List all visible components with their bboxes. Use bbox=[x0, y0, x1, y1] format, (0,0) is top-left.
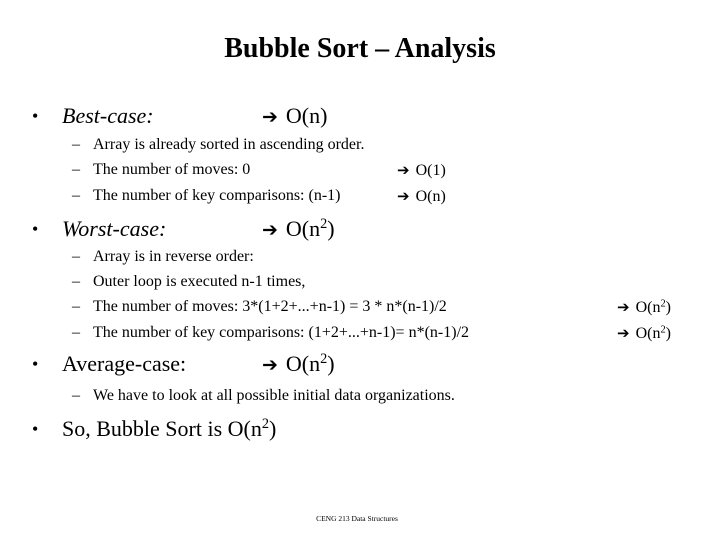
worst-item-3: The number of moves: 3*(1+2+...+n-1) = 3 * n*(n-1)/2 bbox=[93, 298, 447, 315]
worst-item-1: Array is in reverse order: bbox=[93, 248, 254, 265]
dash-marker: – bbox=[72, 387, 80, 404]
slide-footer: CENG 213 Data Structures bbox=[316, 514, 398, 523]
arrow-icon: ➔ bbox=[262, 354, 278, 376]
arrow-icon: ➔ bbox=[397, 161, 410, 179]
worst-item-4: The number of key comparisons: (1+2+...+n-1)= n*(n-1)/2 bbox=[93, 324, 470, 341]
average-case-label: Average-case: bbox=[62, 351, 187, 376]
average-case-complexity: ➔ $O(n^2)$ bbox=[262, 351, 335, 376]
bullet-dot: • bbox=[32, 219, 39, 239]
bullet-dot: • bbox=[32, 419, 39, 439]
best-item-2: The number of moves: 0 bbox=[93, 161, 251, 178]
arrow-icon: ➔ bbox=[262, 106, 278, 128]
dash-marker: – bbox=[72, 187, 80, 204]
best-case-label: Best-case: bbox=[62, 103, 154, 128]
worst-item-2: Outer loop is executed n-1 times, bbox=[93, 273, 306, 290]
dash-marker: – bbox=[72, 161, 80, 178]
average-item-1: We have to look at all possible initial data organizations. bbox=[93, 387, 455, 404]
best-item-1: Array is already sorted in ascending order. bbox=[93, 136, 365, 153]
arrow-icon: ➔ bbox=[397, 187, 410, 205]
dash-marker: – bbox=[72, 298, 80, 315]
dash-marker: – bbox=[72, 324, 80, 341]
complexity-text: O(n) bbox=[285, 103, 328, 128]
bullet-dot: • bbox=[32, 354, 39, 374]
best-case-complexity bbox=[262, 103, 327, 129]
arrow-icon: ➔ bbox=[262, 219, 278, 241]
best-item-2-complexity: ➔ O(1) bbox=[397, 161, 446, 179]
conclusion-text: So, Bubble Sort is $O(n^2)$ bbox=[62, 416, 277, 441]
best-item-3-complexity: ➔ O(n) bbox=[397, 187, 446, 205]
dash-marker: – bbox=[72, 248, 80, 265]
dash-marker: – bbox=[72, 273, 80, 290]
worst-item-4-complexity: ➔ $O(n^2)$ bbox=[617, 324, 671, 342]
worst-item-3-complexity: ➔ $O(n^2)$ bbox=[617, 298, 671, 316]
arrow-icon: ➔ bbox=[617, 298, 630, 316]
bullet-dot: • bbox=[32, 106, 39, 126]
dash-marker: – bbox=[72, 136, 80, 153]
best-item-3: The number of key comparisons: (n-1) bbox=[93, 187, 341, 204]
worst-case-complexity: ➔ $O(n^2)$ bbox=[262, 216, 335, 241]
worst-case-label: Worst-case: bbox=[62, 216, 167, 241]
slide-title: Bubble Sort – Analysis bbox=[224, 33, 496, 64]
arrow-icon: ➔ bbox=[617, 324, 630, 342]
